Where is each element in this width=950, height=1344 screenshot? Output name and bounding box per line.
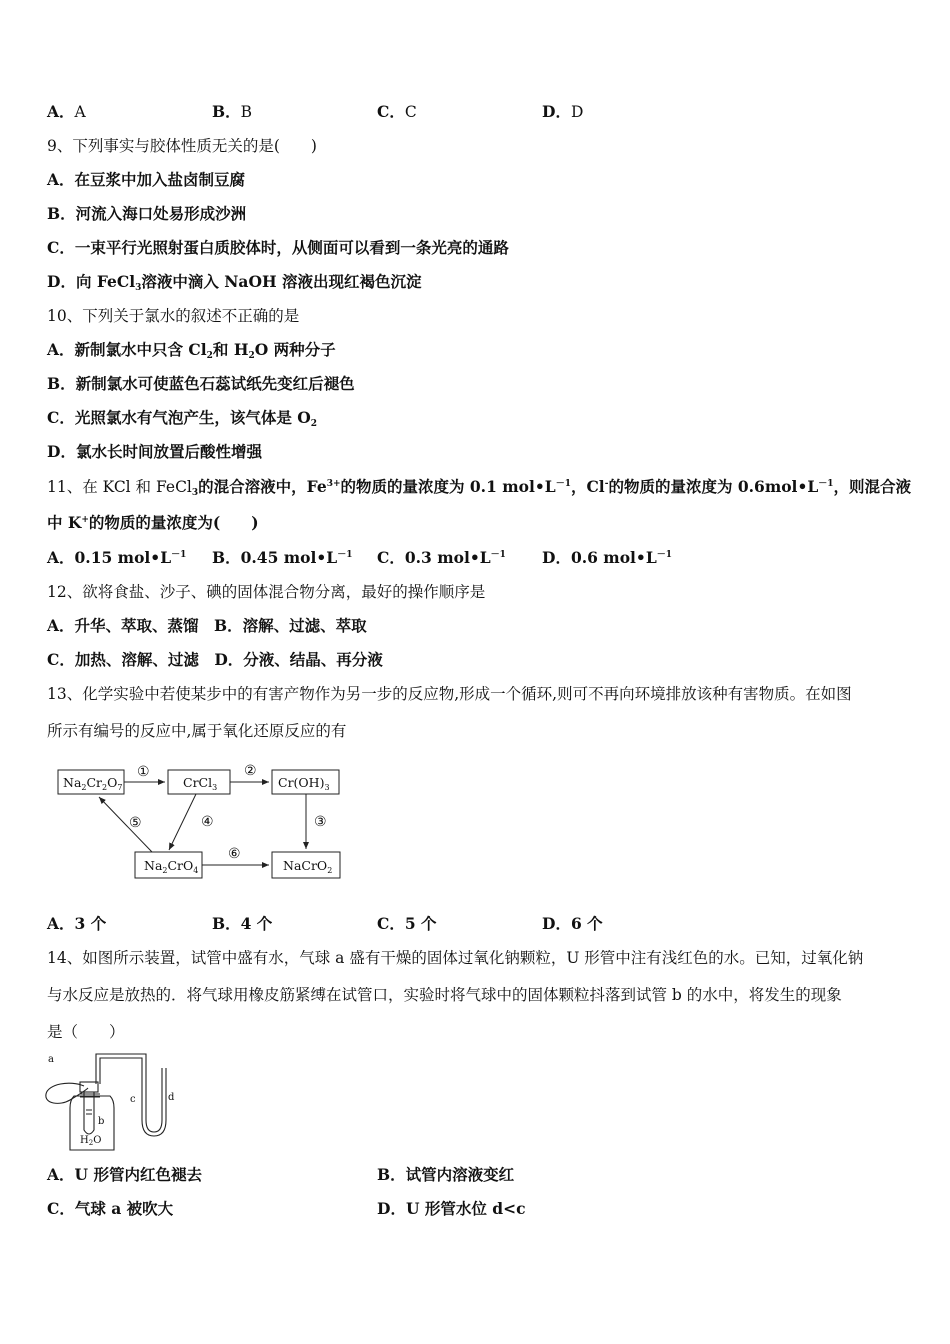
- label-nacro2: NaCrO$_2$: [283, 858, 333, 875]
- q10-option-b: B．新制氯水可使蓝色石蕊试纸先变红后褪色: [47, 374, 355, 393]
- q8-option-b: B．B: [212, 102, 252, 121]
- stopper: [80, 1082, 98, 1092]
- q11-stem-line2: 中 K+的物质的量浓度为( ): [47, 513, 259, 532]
- q10-stem: 10、下列关于氯水的叙述不正确的是: [47, 307, 300, 325]
- q13-option-b: B．4 个: [212, 914, 273, 933]
- chromium-cycle-diagram: [44, 756, 354, 888]
- q10-option-c: C．光照氯水有气泡产生，该气体是 $O_2$: [47, 408, 318, 429]
- label-b: b: [98, 1116, 105, 1127]
- label-h2o: $H_2O$: [80, 1135, 102, 1147]
- q9-option-b: B．河流入海口处易形成沙洲: [47, 204, 247, 223]
- q14-stem-line3: 是（ ）: [47, 1023, 125, 1041]
- q13-option-a: A．3 个: [47, 914, 107, 933]
- q13-stem-line2: 所示有编号的反应中,属于氧化还原反应的有: [47, 722, 347, 740]
- label-a: a: [48, 1054, 54, 1065]
- q11-stem-line1: 11、在 KCl 和 FeCl$_3$的混合溶液中，$Fe^{3+}$的物质的量浓度为 0.1 $mol•L^{-1}$，Cl-的物质的量浓度为 $0.6mol•L^{-1}$，则混合液: [47, 477, 912, 498]
- q9-option-d: D．向 FeCl$_3$溶液中滴入 NaOH 溶液出现红褐色沉淀: [47, 272, 422, 293]
- num-1: ①: [137, 764, 150, 780]
- q14-option-b: B．试管内溶液变红: [377, 1165, 515, 1184]
- q14-option-a: A．U 形管内红色褪去: [47, 1165, 202, 1184]
- q11-option-a: A．0.15 $mol•L^{-1}$: [47, 548, 187, 567]
- q10-option-d: D．氯水长时间放置后酸性增强: [47, 442, 262, 461]
- test-tube-b: [84, 1092, 94, 1134]
- q14-stem-line2: 与水反应是放热的．将气球用橡皮筋紧缚在试管口，实验时将气球中的固体颗粒抖落到试管 b 的水中，将发生的现象: [47, 986, 842, 1004]
- q13-option-d: D．6 个: [542, 914, 603, 933]
- q8-option-d: D．D: [542, 102, 584, 121]
- label-na2cro4: $Na_2CrO_4$: [144, 858, 199, 875]
- arrow-5: [99, 797, 152, 852]
- num-6: ⑥: [228, 846, 241, 862]
- label-na2cr2o7: $Na_2Cr_2O_7$: [63, 775, 123, 792]
- q8-option-c: C．C: [377, 102, 417, 121]
- q13-stem-line1: 13、化学实验中若使某步中的有害产物作为另一步的反应物,形成一个循环,则可不再向环境排放该种有害物质。在如图: [47, 685, 852, 703]
- apparatus-figure: [40, 1050, 190, 1152]
- q9-option-a: A．在豆浆中加入盐卤制豆腐: [47, 170, 246, 189]
- num-3: ③: [314, 814, 327, 830]
- label-d: d: [168, 1092, 175, 1103]
- q11-option-c: C．0.3 $mol•L^{-1}$: [377, 548, 506, 567]
- balloon-a: [46, 1083, 88, 1103]
- q9-stem: 9、下列事实与胶体性质无关的是( ): [47, 137, 317, 155]
- label-croh3: $Cr(OH)_3$: [278, 775, 330, 792]
- q11-option-d: D．0.6 $mol•L^{-1}$: [542, 548, 673, 567]
- q9-option-c: C．一束平行光照射蛋白质胶体时，从侧面可以看到一条光亮的通路: [47, 238, 509, 257]
- q14-option-d: D．U 形管水位 d<c: [377, 1199, 526, 1218]
- q12-stem: 12、欲将食盐、沙子、碘的固体混合物分离，最好的操作顺序是: [47, 583, 486, 601]
- num-5: ⑤: [129, 815, 142, 831]
- q10-option-a: A．新制氯水中只含 $Cl_2$和 $H_2O$ 两种分子: [47, 340, 336, 361]
- q13-option-c: C．5 个: [377, 914, 437, 933]
- num-4: ④: [201, 814, 214, 830]
- q12-options-ab: A．升华、萃取、蒸馏 B．溶解、过滤、萃取: [47, 616, 367, 635]
- delivery-tube: [96, 1054, 162, 1132]
- label-crcl3: CrCl$_3$: [183, 775, 218, 792]
- arrow-4: [169, 794, 196, 850]
- q12-options-cd: C．加热、溶解、过滤 D．分液、结晶、再分液: [47, 650, 383, 669]
- q14-stem-line1: 14、如图所示装置，试管中盛有水，气球 a 盛有干燥的固体过氧化钠颗粒，U 形管中注有浅红色的水。已知，过氧化钠: [47, 949, 864, 967]
- q8-option-a: A．A: [47, 102, 86, 121]
- q14-option-c: C．气球 a 被吹大: [47, 1199, 174, 1218]
- label-c: c: [130, 1094, 136, 1105]
- num-2: ②: [244, 763, 257, 779]
- q11-option-b: B．0.45 $mol•L^{-1}$: [212, 548, 353, 567]
